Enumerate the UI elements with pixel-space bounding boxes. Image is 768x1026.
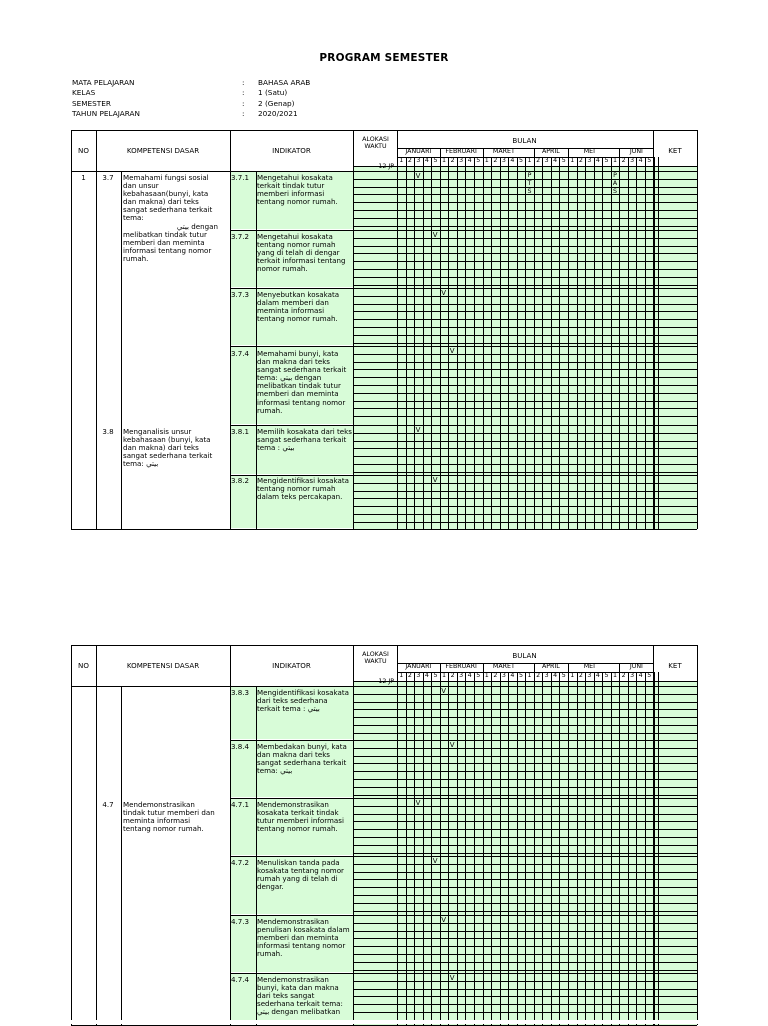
grid-hline [354,872,697,873]
meta-colon: : [242,109,245,119]
indicator-code: 4.7.1 [231,800,250,809]
week-number: 5 [433,672,438,679]
header-indikator: INDIKATOR [272,661,311,670]
grid-hline [71,529,697,530]
month-label: MARET [492,148,515,155]
header-ket: KET [668,146,682,155]
meta-value: 2 (Genap) [258,98,295,108]
grid-hline [354,903,697,904]
meta-value: BAHASA ARAB [258,78,311,87]
grid-vline [71,645,72,1025]
week-number: 2 [621,157,626,164]
week-number: 1 [527,157,532,164]
grid-hline [354,343,697,344]
grid-vline [96,130,97,529]
indicator-text: Membedakan bunyi, kata dan makna dari teks sangat sederhana terkait tema: بيتي [257,742,347,776]
grid-hline [354,864,697,865]
month-label: MEI [583,148,596,155]
grid-vline [397,130,398,529]
grid-hline [230,230,353,231]
month-label: JUNI [629,663,643,670]
week-number: 5 [476,157,481,164]
kd-text: Memahami fungsi sosial dan unsur kebahasaan(bunyi, kata dan makna) dari teks sangat sederhana terkait tema: [123,173,213,223]
grid-hline [354,311,697,312]
kd-text-continued: melibatkan tindak tutur memberi dan meminta informasi tentang nomor rumah. [123,230,212,264]
week-number: 4 [467,672,472,679]
grid-hline [354,483,697,484]
indicator-code: 3.8.4 [231,742,250,751]
week-number: 5 [518,157,523,164]
grid-hline [354,335,697,336]
grid-hline [354,787,697,788]
week-number: 3 [630,157,635,164]
grid-hline [354,522,697,523]
kd-arabic-line: بيتي dengan [176,222,218,231]
header-ket: KET [668,661,682,670]
grid-vline [353,130,354,529]
grid-hline [354,911,697,912]
grid-hline [354,433,697,434]
grid-hline [354,277,697,278]
grid-hline [354,261,697,262]
row-no: 1 [81,173,86,182]
grid-hline [354,887,697,888]
pts-letter: P [527,172,532,179]
week-number: 3 [544,157,549,164]
grid-hline [354,246,697,247]
week-number: 5 [561,157,566,164]
grid-vline [697,645,698,1025]
grid-hline [354,1004,697,1005]
grid-hline [354,1012,697,1013]
week-number: 4 [553,672,558,679]
grid-hline [354,717,697,718]
check-mark: V [449,974,455,982]
indicator-code: 3.8.2 [231,476,250,485]
week-number: 1 [613,157,618,164]
grid-hline [354,408,697,409]
indicator-code: 3.8.1 [231,427,250,436]
grid-hline [354,226,697,227]
grid-hline [354,821,697,822]
week-number: 4 [638,157,643,164]
week-number: 2 [536,157,541,164]
week-number: 3 [416,672,421,679]
week-number: 5 [647,672,652,679]
grid-hline [354,829,697,830]
meta-row [72,99,310,109]
week-number: 1 [570,157,575,164]
week-number: 3 [501,157,506,164]
grid-hline [230,686,353,687]
month-label: JUNI [629,148,643,155]
grid-hline [354,748,697,749]
grid-hline [354,973,697,974]
header-jp: 12 JP [378,163,394,170]
meta-colon: : [242,88,245,98]
header-jp: 12 JP [378,678,394,685]
grid-hline [354,238,697,239]
indicator-code: 4.7.3 [231,917,250,926]
meta-label: MATA PELAJARAN [72,78,135,87]
week-number: 1 [399,672,404,679]
grid-hline [354,725,697,726]
grid-hline [354,981,697,982]
grid-hline [354,304,697,305]
meta-row [72,88,310,98]
grid-hline [354,506,697,507]
week-number: 1 [570,672,575,679]
indicator-text: Mengetahui kosakata terkait tindak tutur memberi informasi tentang nomor rumah. [257,173,338,207]
grid-hline [354,962,697,963]
grid-hline [354,856,697,857]
week-number: 2 [450,157,455,164]
grid-hline [354,393,697,394]
grid-hline [354,709,697,710]
week-number: 5 [433,157,438,164]
grid-hline [354,806,697,807]
grid-vline [121,171,122,529]
grid-hline [71,645,697,646]
grid-hline [354,763,697,764]
indicator-text: Mendemonstrasikan bunyi, kata dan makna dari teks sangat sederhana terkait tema: بيتي dengan melibatkan [257,975,343,1017]
week-number: 3 [459,157,464,164]
header-no: NO [78,661,89,670]
week-number: 4 [510,157,515,164]
grid-hline [354,218,697,219]
week-number: 4 [595,157,600,164]
week-number: 5 [604,672,609,679]
grid-hline [354,694,697,695]
grid-hline [354,491,697,492]
week-number: 3 [544,672,549,679]
indicator-code: 3.7.3 [231,290,250,299]
grid-hline [354,385,697,386]
indicator-text: Memahami bunyi, kata dan makna dari teks sangat sederhana terkait tema: بيتي dengan melibatkan tindak tutur memberi dan meminta informasi tentang nomor rumah. [257,349,347,415]
grid-hline [354,288,697,289]
grid-hline [230,346,353,347]
meta-row [72,109,310,119]
grid-hline [354,686,697,687]
week-number: 3 [416,157,421,164]
header-kd: KOMPETENSI DASAR [126,146,200,155]
indicator-code: 3.8.3 [231,688,250,697]
check-mark: V [441,289,447,297]
pas-letter: P [613,172,617,179]
grid-vline [697,130,698,529]
week-number: 5 [561,672,566,679]
week-number: 1 [484,157,489,164]
kd-text: Mendemonstrasikan tindak tutur memberi dan meminta informasi tentang nomor rumah. [123,800,215,834]
meta-colon: : [242,98,245,108]
week-number: 3 [630,672,635,679]
grid-hline [354,771,697,772]
grid-hline [354,845,697,846]
grid-hline [354,740,697,741]
check-mark: V [432,476,438,484]
grid-hline [354,931,697,932]
grid-hline [354,230,697,231]
week-number: 2 [493,157,498,164]
month-label: MEI [583,663,596,670]
check-mark: V [449,741,455,749]
indicator-code: 4.7.2 [231,858,250,867]
grid-hline [354,798,697,799]
grid-hline [230,425,353,426]
grid-hline [230,288,353,289]
grid-hline [354,895,697,896]
grid-hline [354,837,697,838]
grid-hline [354,296,697,297]
header-alokasi: ALOKASI WAKTU [362,136,389,150]
grid-hline [354,377,697,378]
header-no: NO [78,146,89,155]
grid-hline [96,171,230,172]
meta-label: KELAS [72,88,96,98]
grid-vline [121,686,122,1025]
grid-hline [354,319,697,320]
week-number: 4 [424,672,429,679]
grid-hline [354,795,697,796]
grid-hline [354,202,697,203]
grid-hline [354,756,697,757]
grid-hline [354,448,697,449]
grid-hline [354,996,697,997]
grid-hline [230,856,353,857]
week-number: 5 [518,672,523,679]
pas-letter: A [612,179,618,187]
indicator-text: Memilih kosakata dari teks sangat sederhana terkait tema : بيتي [257,427,352,453]
week-number: 2 [450,672,455,679]
grid-hline [354,472,697,473]
week-number: 4 [467,157,472,164]
week-number: 2 [578,157,583,164]
grid-hline [354,853,697,854]
pts-letter: S [527,187,532,195]
grid-vline [71,130,72,529]
week-number: 1 [442,672,447,679]
week-number: 3 [587,672,592,679]
grid-hline [71,686,96,687]
grid-hline [354,954,697,955]
month-label: JANUARI [405,663,432,670]
grid-hline [354,989,697,990]
week-number: 2 [536,672,541,679]
grid-hline [354,354,697,355]
indicator-text: Menuliskan tanda pada kosakata tentang nomor rumah yang di telah di dengar. [257,858,344,892]
indicator-code: 4.7.4 [231,975,250,984]
grid-hline [354,327,697,328]
check-mark: V [415,426,421,434]
week-number: 2 [493,672,498,679]
grid-hline [354,475,697,476]
grid-hline [354,779,697,780]
month-label: MARET [492,663,515,670]
indicator-text: Mengidentifikasi kosakata dari teks sederhana terkait tema : بيتي [257,688,349,714]
grid-hline [354,171,697,172]
grid-hline [354,464,697,465]
grid-hline [230,915,353,916]
grid-hline [354,514,697,515]
month-label: FEBRUARI [445,663,477,670]
page-title: PROGRAM SEMESTER [319,52,449,64]
grid-hline [354,441,697,442]
header-indikator: INDIKATOR [272,146,311,155]
grid-hline [354,915,697,916]
week-number: 3 [459,672,464,679]
week-number: 5 [476,672,481,679]
grid-vline [230,645,231,1025]
grid-hline [354,210,697,211]
week-number: 4 [424,157,429,164]
meta-row [72,78,310,88]
indicator-text: Mengetahui kosakata tentang nomor rumah yang di telah di dengar terkait informasi tentang nomor rumah. [257,232,346,274]
grid-hline [354,269,697,270]
pts-letter: T [527,179,532,187]
week-number: 2 [407,157,412,164]
week-number: 4 [510,672,515,679]
grid-hline [71,171,96,172]
check-mark: V [415,799,421,807]
kd-text: Menganalisis unsur kebahasaan (bunyi, kata dan makna) dari teks sangat sederhana terkait tema: بيتي [123,427,213,469]
week-number: 5 [604,157,609,164]
grid-hline [354,369,697,370]
grid-hline [354,814,697,815]
week-number: 1 [442,157,447,164]
indicator-code: 3.7.1 [231,173,250,182]
check-mark: V [432,857,438,865]
grid-hline [354,456,697,457]
grid-hline [71,130,697,131]
grid-hline [354,362,697,363]
grid-hline [354,970,697,971]
grid-vline [230,130,231,529]
grid-hline [230,171,353,172]
kd-code: 4.7 [102,800,114,809]
week-number: 1 [399,157,404,164]
grid-hline [354,401,697,402]
header-alokasi: ALOKASI WAKTU [362,651,389,665]
grid-hline [230,740,353,741]
week-number: 1 [527,672,532,679]
grid-hline [354,498,697,499]
kd-code: 3.7 [102,173,114,182]
indicator-text: Menyebutkan kosakata dalam memberi dan meminta informasi tentang nomor rumah. [257,290,340,324]
grid-hline [230,973,353,974]
grid-hline [354,346,697,347]
week-number: 5 [647,157,652,164]
header-bulan: BULAN [512,651,537,660]
grid-hline [354,946,697,947]
meta-colon: : [242,78,245,87]
grid-hline [354,938,697,939]
grid-hline [354,879,697,880]
indicator-text: Mendemonstrasikan kosakata terkait tindak tutur memberi informasi tentang nomor rumah. [257,800,344,834]
check-mark: V [432,231,438,239]
grid-hline [354,253,697,254]
week-number: 4 [553,157,558,164]
check-mark: V [415,172,421,180]
week-number: 3 [587,157,592,164]
grid-hline [354,702,697,703]
check-mark: V [449,347,455,355]
week-number: 2 [578,672,583,679]
grid-hline [230,798,353,799]
grid-hline [354,923,697,924]
week-number: 3 [501,672,506,679]
indicator-text: Mendemonstrasikan penulisan kosakata dalam memberi dan meminta informasi tentang nomor rumah. [257,917,350,959]
meta-label: TAHUN PELAJARAN [72,109,140,119]
meta-value: 1 (Satu) [258,88,288,98]
header-bulan: BULAN [512,136,537,145]
document-meta [72,78,310,120]
week-number: 1 [613,672,618,679]
grid-hline [96,686,230,687]
check-mark: V [441,916,447,924]
week-number: 2 [407,672,412,679]
grid-hline [354,733,697,734]
week-number: 2 [621,672,626,679]
month-label: APRIL [541,148,560,155]
indicator-code: 3.7.2 [231,232,250,241]
indicator-text: Mengidentifikasi kosakata tentang nomor rumah dalam teks percakapan. [257,476,349,502]
indicator-code: 3.7.4 [231,349,250,358]
meta-label: SEMESTER [72,98,111,108]
page-bottom-edge [0,1020,768,1024]
week-number: 4 [595,672,600,679]
grid-hline [354,416,697,417]
grid-vline [96,645,97,1025]
week-number: 1 [484,672,489,679]
month-label: JANUARI [405,148,432,155]
pas-letter: S [613,187,618,195]
check-mark: V [441,687,447,695]
grid-hline [354,285,697,286]
grid-hline [354,425,697,426]
meta-value: 2020/2021 [258,109,298,119]
kd-code: 3.8 [102,427,114,436]
month-label: APRIL [541,663,560,670]
header-kd: KOMPETENSI DASAR [126,661,200,670]
month-label: FEBRUARI [445,148,477,155]
week-number: 4 [638,672,643,679]
